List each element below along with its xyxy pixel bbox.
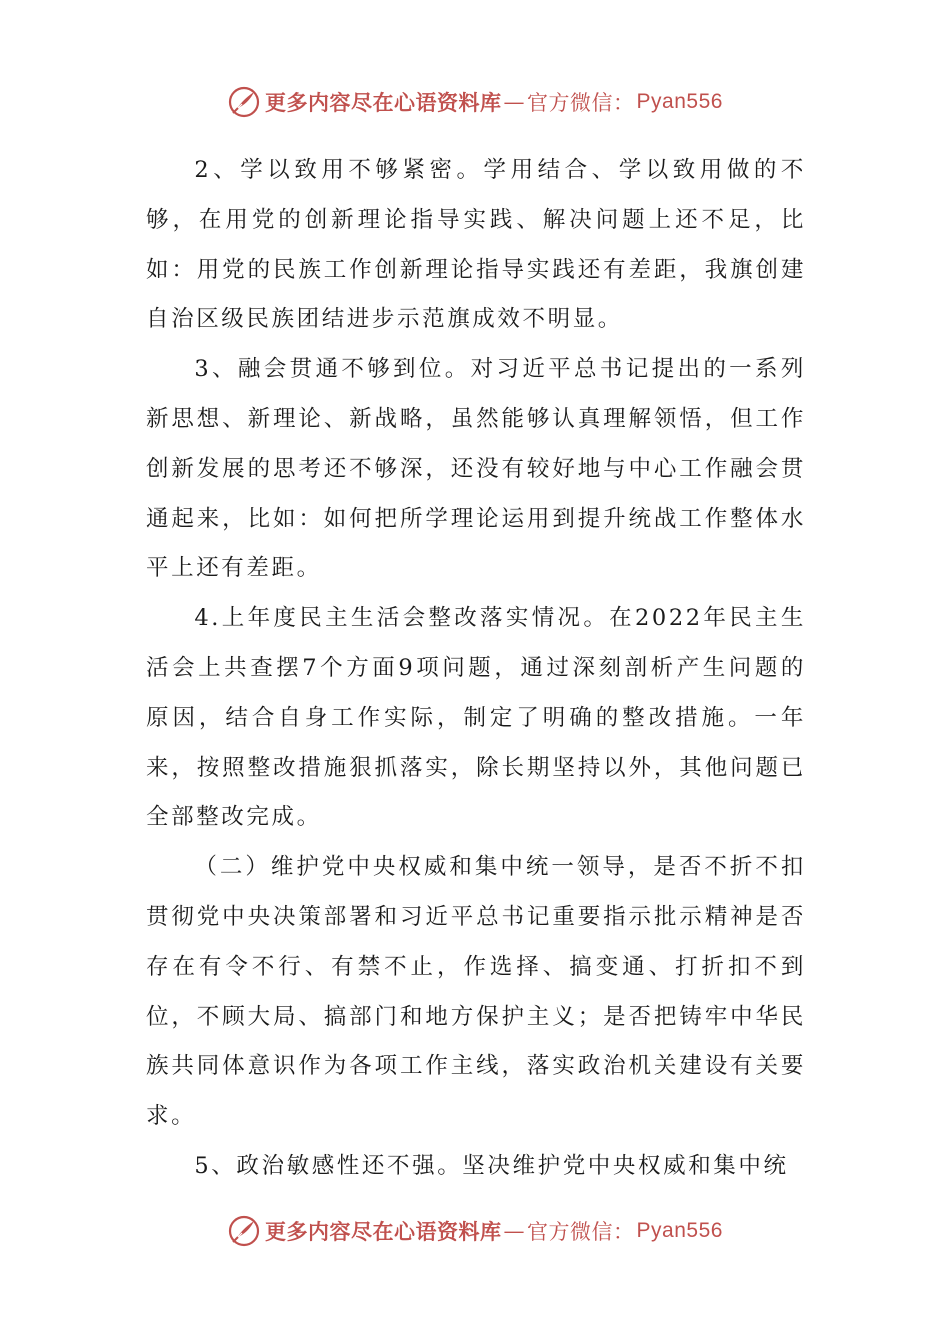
paragraph-section-2: （二）维护党中央权威和集中统一领导，是否不折不扣贯彻党中央决策部署和习近平总书记重要指示批示精神是否存在有令不行、有禁不止，作选择、搞变通、打折扣不到位，不顾大局、搞部门和地方保护主义；是否把铸牢中华民族共同体意识作为各项工作主线，落实政治机关建设有关要求。 — [146, 854, 806, 1130]
footer-watermark — [0, 1211, 950, 1251]
watermark-separator: — — [503, 1219, 526, 1243]
watermark-wechat-label: 官方微信： — [527, 1220, 635, 1244]
watermark-wechat-label: 官方微信： — [527, 91, 635, 115]
watermark-separator: — — [503, 90, 526, 114]
paragraph-item-5: 5、政治敏感性还不强。坚决维护党中央权威和集中统 — [194, 1152, 789, 1179]
watermark-title: 更多内容尽在心语资料库 — [265, 1219, 502, 1244]
quill-logo-icon — [227, 85, 261, 119]
document-body — [146, 146, 806, 1192]
header-watermark — [0, 82, 950, 122]
watermark-wechat-id: Pyan556 — [636, 90, 723, 113]
paragraph-item-4: 4.上年度民主生活会整改落实情况。在2022年民主生活会上共查摆7个方面9项问题，通过深刻剖析产生问题的原因，结合自身工作实际，制定了明确的整改措施。一年来，按照整改措施狠抓落实，除长期坚持以外，其他问题已全部整改完成。 — [146, 605, 806, 831]
watermark-title: 更多内容尽在心语资料库 — [265, 90, 502, 115]
paragraph-item-2: 2、学以致用不够紧密。学用结合、学以致用做的不够，在用党的创新理论指导实践、解决问题上还不足，比如：用党的民族工作创新理论指导实践还有差距，我旗创建自治区级民族团结进步示范旗成效不明显。 — [146, 157, 806, 333]
paragraph-item-3: 3、融会贯通不够到位。对习近平总书记提出的一系列新思想、新理论、新战略，虽然能够认真理解领悟，但工作创新发展的思考还不够深，还没有较好地与中心工作融会贯通起来，比如：如何把所学理论运用到提升统战工作整体水平上还有差距。 — [146, 356, 806, 582]
watermark-wechat-id: Pyan556 — [636, 1219, 723, 1242]
quill-logo-icon — [227, 1214, 261, 1248]
